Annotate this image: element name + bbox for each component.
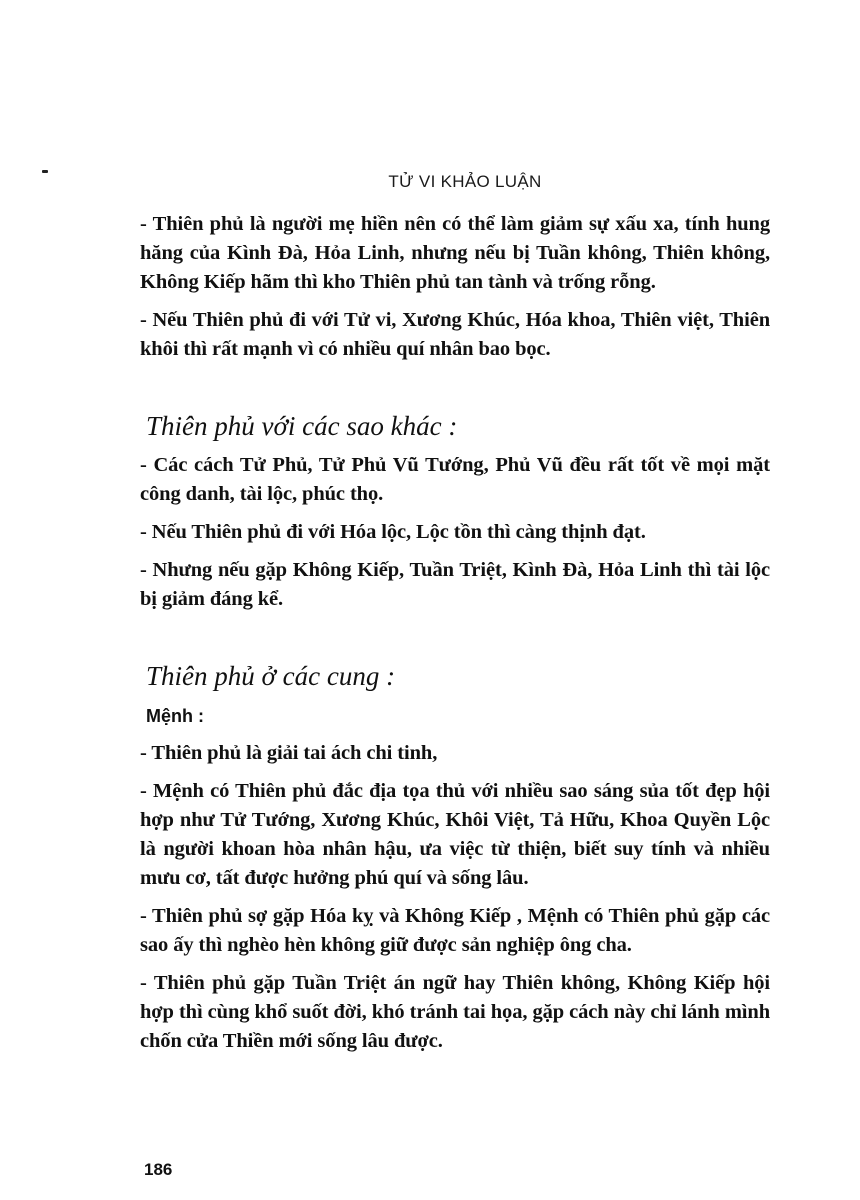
subheading-menh: Mệnh : <box>146 706 204 726</box>
paragraph: - Nếu Thiên phủ đi với Tử vi, Xương Khúc, Hóa khoa, Thiên việt, Thiên khôi thì rất mạnh vì có nhiều quí nhân bao bọc. <box>140 309 770 360</box>
paragraph: - Nếu Thiên phủ đi với Hóa lộc, Lộc tồn thì càng thịnh đạt. <box>140 521 646 543</box>
paragraph: - Các cách Tử Phủ, Tử Phủ Vũ Tướng, Phủ Vũ đều rất tốt về mọi mặt công danh, tài lộc, phúc thọ. <box>140 454 770 505</box>
page-body <box>140 210 770 1065</box>
paragraph: - Thiên phủ là người mẹ hiền nên có thể làm giảm sự xấu xa, tính hung hăng của Kình Đà, Hỏa Linh, nhưng nếu bị Tuần không, Thiên không, Không Kiếp hãm thì kho Thiên phủ tan tành và trống rỗng. <box>140 213 770 293</box>
page-number: 186 <box>144 1160 173 1179</box>
paragraph: - Nhưng nếu gặp Không Kiếp, Tuần Triệt, Kình Đà, Hỏa Linh thì tài lộc bị giảm đáng kể. <box>140 559 770 610</box>
paragraph: - Mệnh có Thiên phủ đắc địa tọa thủ với nhiều sao sáng sủa tốt đẹp hội hợp như Tử Tướng, Xương Khúc, Khôi Việt, Tả Hữu, Khoa Quyền Lộc là người khoan hòa nhân hậu, ưa việc từ thiện, biết suy tính và nhiều mưu cơ, tất được hưởng phú quí và sống lâu. <box>140 780 770 889</box>
section-heading-palaces: Thiên phủ ở các cung : <box>146 661 396 691</box>
paragraph: - Thiên phủ là giải tai ách chi tinh, <box>140 742 438 764</box>
section-heading-other-stars: Thiên phủ với các sao khác : <box>146 411 458 441</box>
paragraph: - Thiên phủ sợ gặp Hóa kỵ và Không Kiếp , Mệnh có Thiên phủ gặp các sao ấy thì nghèo hèn không giữ được sản nghiệp ông cha. <box>140 905 770 956</box>
running-header: TỬ VI KHẢO LUẬN <box>388 172 542 191</box>
paragraph: - Thiên phủ gặp Tuần Triệt án ngữ hay Thiên không, Không Kiếp hội hợp thì cùng khổ suốt đời, khó tránh tai họa, gặp cách này chỉ lánh mình chốn cửa Thiền mới sống lâu được. <box>140 972 770 1052</box>
